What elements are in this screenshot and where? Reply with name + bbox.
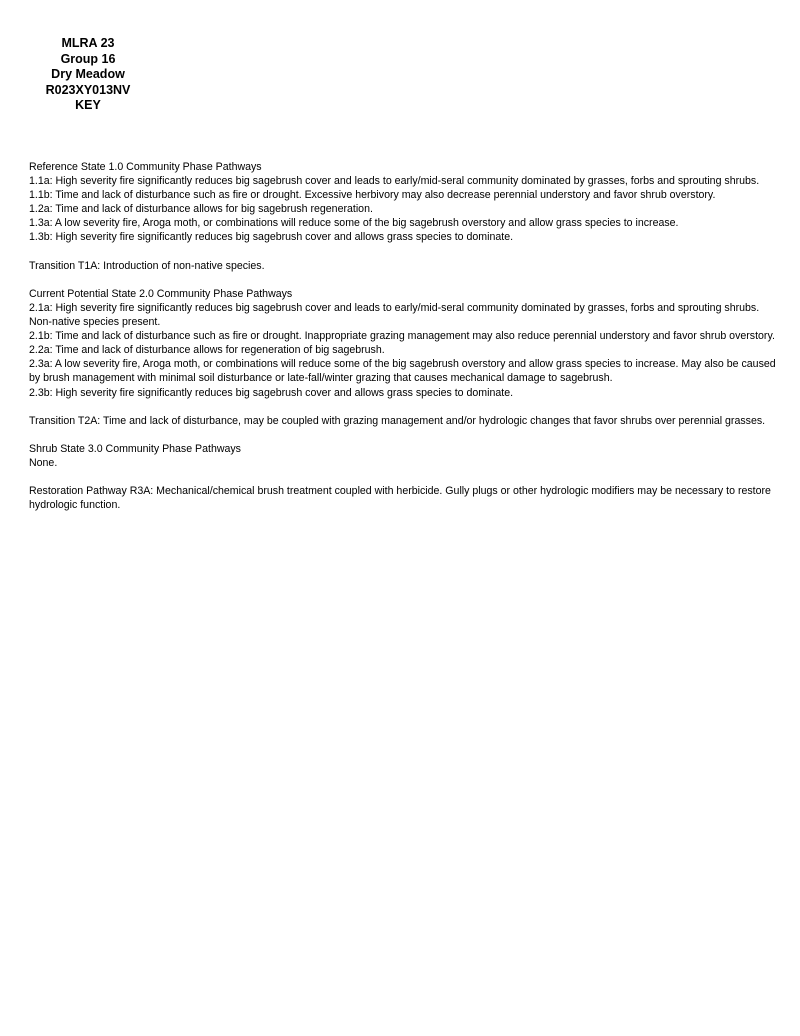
pathway-1-3a: 1.3a: A low severity fire, Aroga moth, or combinations will reduce some of the big sagebrush overstory and allow grass species to increase.: [29, 217, 679, 230]
pathway-2-3a: 2.3a: A low severity fire, Aroga moth, or combinations will reduce some of the big sagebrush overstory and allow grass species to increase. May also be caused by brush management with minimal soil disturbance or late-fall/winter grazing that causes mechanical damage to sagebrush.: [29, 358, 776, 385]
header-site-id: R023XY013NV: [45, 82, 131, 97]
document-header: [0, 36, 176, 114]
shrub-state-none: None.: [29, 456, 58, 469]
shrub-state-heading: Shrub State 3.0 Community Phase Pathways: [29, 442, 241, 455]
header-site-name: Dry Meadow: [51, 67, 125, 82]
pathway-2-1a: 2.1a: High severity fire significantly reduces big sagebrush cover and leads to early/mid-seral community dominated by grasses, forbs and sprouting shrubs. Non-native species present.: [29, 301, 760, 329]
transition-t2a-section: [29, 414, 779, 428]
header-key: KEY: [75, 98, 101, 113]
pathway-1-2a: 1.2a: Time and lack of disturbance allows for big sagebrush regeneration.: [29, 203, 373, 216]
pathway-2-1b: 2.1b: Time and lack of disturbance such as fire or drought. Inappropriate grazing management may also reduce perennial understory and favor shrub overstory.: [29, 330, 775, 343]
document-body: [29, 160, 779, 526]
restoration-r3a-section: [29, 484, 779, 512]
pathway-2-2a: 2.2a: Time and lack of disturbance allows for regeneration of big sagebrush.: [29, 344, 385, 357]
shrub-state-section: [29, 442, 779, 470]
pathway-1-3b: 1.3b: High severity fire significantly reduces big sagebrush cover and allows grass species to dominate.: [29, 231, 514, 244]
transition-t2a: Transition T2A: Time and lack of disturbance, may be coupled with grazing management and/or hydrologic changes that favor shrubs over perennial grasses.: [29, 414, 766, 427]
pathway-1-1b: 1.1b: Time and lack of disturbance such as fire or drought. Excessive herbivory may also decrease perennial understory and favor shrub overstory.: [29, 189, 716, 202]
reference-state-section: [29, 160, 779, 245]
restoration-r3a: Restoration Pathway R3A: Mechanical/chemical brush treatment coupled with herbicide. Gully plugs or other hydrologic modifiers may be necessary to restore hydrologic function.: [29, 485, 771, 512]
reference-state-heading: Reference State 1.0 Community Phase Pathways: [29, 161, 262, 173]
header-mlra: MLRA 23: [61, 36, 115, 50]
pathway-1-1a: 1.1a: High severity fire significantly reduces big sagebrush cover and leads to early/mid-seral community dominated by grasses, forbs and sprouting shrubs.: [29, 175, 760, 188]
transition-t1a-section: [29, 259, 779, 273]
pathway-2-3b: 2.3b: High severity fire significantly reduces big sagebrush cover and allows grass species to dominate.: [29, 386, 514, 399]
transition-t1a: Transition T1A: Introduction of non-native species.: [29, 259, 265, 272]
header-group: Group 16: [60, 51, 116, 66]
current-state-section: [29, 287, 779, 400]
current-state-heading: Current Potential State 2.0 Community Phase Pathways: [29, 287, 293, 300]
